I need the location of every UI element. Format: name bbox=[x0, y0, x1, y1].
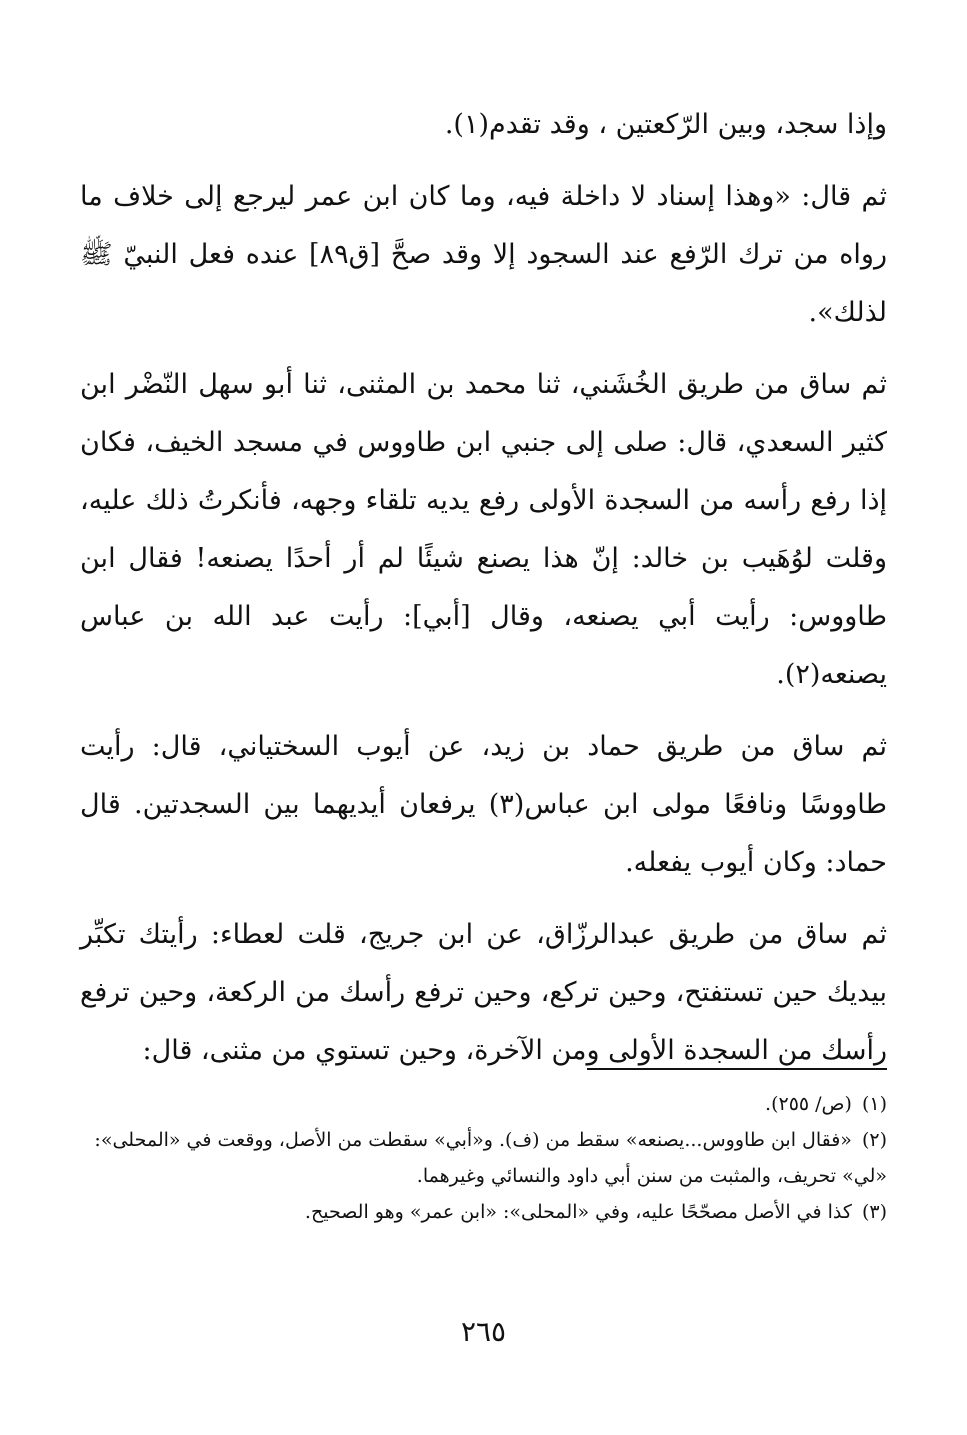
footnotes bbox=[80, 1068, 887, 1230]
body-text bbox=[80, 96, 887, 1080]
footnote-number: (٢) bbox=[861, 1129, 887, 1151]
footnote-number: (١) bbox=[861, 1093, 887, 1115]
page-number: ٢٦٥ bbox=[460, 1315, 507, 1348]
footnote-text: «فقال ابن طاووس...يصنعه» سقط من (ف). و«أبي» سقطت من الأصل، ووقعت في «المحلى»: «لي» تحريف، والمثبت من سنن أبي داود والنسائي وغيرهما. bbox=[94, 1129, 887, 1187]
footnote-text: كذا في الأصل مصحّحًا عليه، وفي «المحلى»: «ابن عمر» وهو الصحيح. bbox=[304, 1201, 852, 1223]
paragraph-2: ثم قال: «وهذا إسناد لا داخلة فيه، وما كان ابن عمر ليرجع إلى خلاف ما رواه من ترك الرّفع عند السجود إلا وقد صحَّ [ق٨٩] عنده فعل النبيّ ﷺ لذلك». bbox=[80, 181, 887, 328]
footnote-2 bbox=[80, 1122, 887, 1194]
footnote-number: (٣) bbox=[861, 1201, 887, 1223]
footnote-1 bbox=[80, 1086, 887, 1122]
paragraph-4: ثم ساق من طريق حماد بن زيد، عن أيوب السختياني، قال: رأيت طاووسًا ونافعًا مولى ابن عباس(٣) يرفعان أيديهما بين السجدتين. قال حماد: وكان أيوب يفعله. bbox=[80, 731, 887, 878]
paragraph-1: وإذا سجد، وبين الرّكعتين ، وقد تقدم(١). bbox=[444, 109, 887, 140]
footnote-text: (ص/ ٢٥٥). bbox=[765, 1093, 852, 1115]
footnote-3 bbox=[80, 1194, 887, 1230]
footnote-separator bbox=[587, 1068, 887, 1070]
paragraph-3: ثم ساق من طريق الخُشَني، ثنا محمد بن المثنى، ثنا أبو سهل النّضْر ابن كثير السعدي، قال: صلى إلى جنبي ابن طاووس في مسجد الخيف، فكان إذا رفع رأسه من السجدة الأولى رفع يديه تلقاء وجهه، فأنكرتُ ذلك عليه، وقلت لوُهَيب بن خالد: إنّ هذا يصنع شيئًا لم أر أحدًا يصنعه! فقال ابن طاووس: رأيت أبي يصنعه، وقال [أبي]: رأيت عبد الله بن عباس يصنعه(٢). bbox=[80, 369, 887, 690]
paragraph-5: ثم ساق من طريق عبدالرزّاق، عن ابن جريج، قلت لعطاء: رأيتك تكبِّر بيديك حين تستفتح، وحين تركع، وحين ترفع رأسك من الركعة، وحين ترفع رأسك من السجدة الأولى ومن الآخرة، وحين تستوي من مثنى، قال: bbox=[80, 919, 887, 1066]
